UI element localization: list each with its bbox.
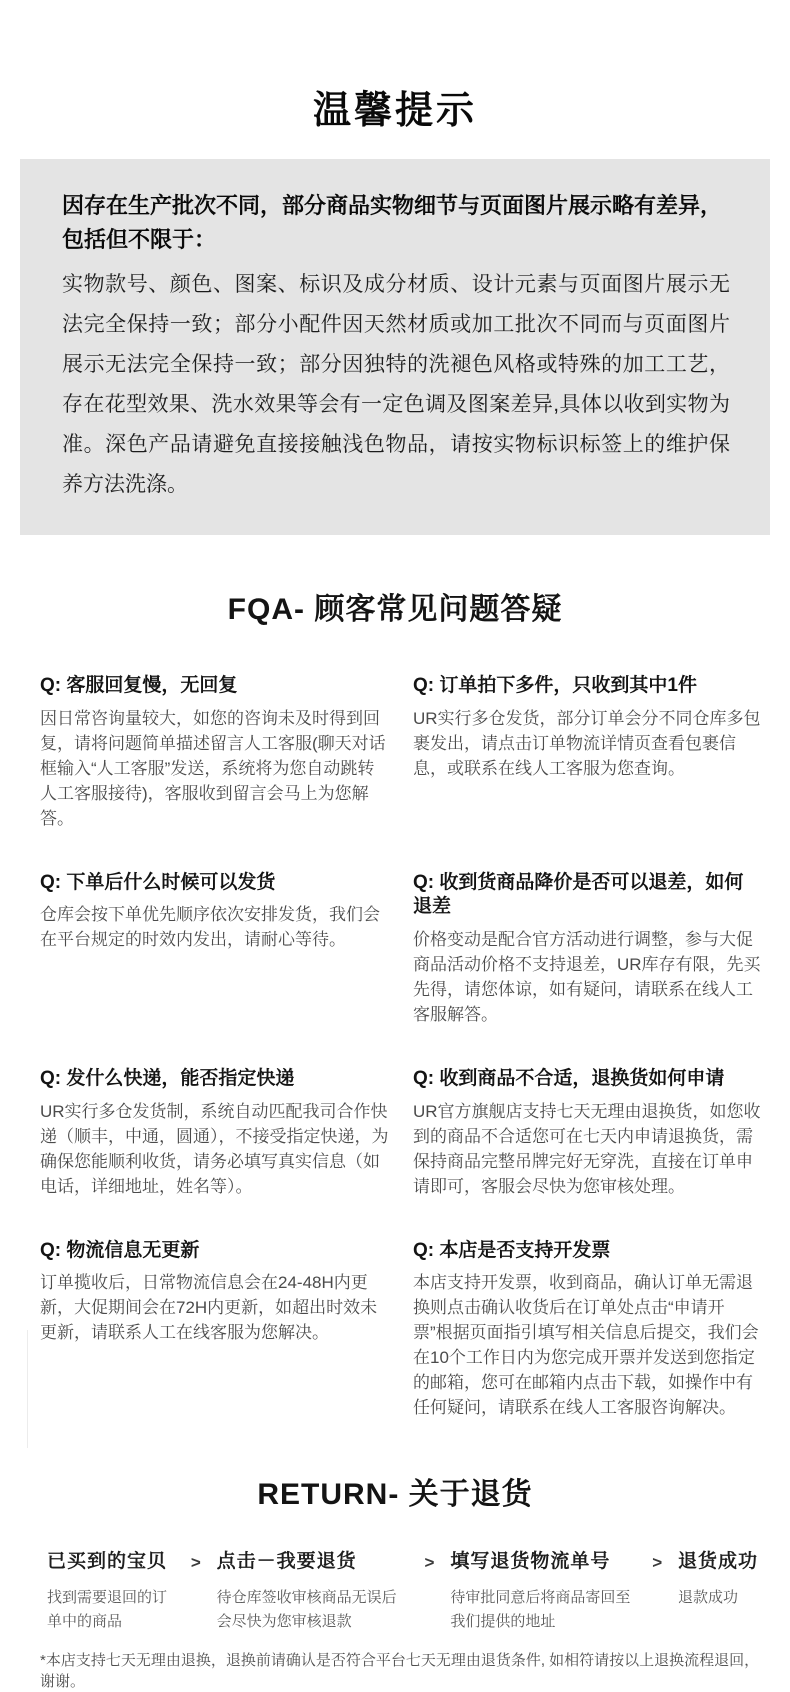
- return-step: [47, 1551, 175, 1634]
- left-divider-line: [27, 1330, 28, 1448]
- faq-answer: 因日常咨询量较大，如您的咨询未及时得到回复，请将问题简单描述留言人工客服(聊天对话框输入“人工客服”发送，系统将为您自动跳转人工客服接待)，客服收到留言会马上为您解答。: [40, 708, 386, 828]
- faq-item: [413, 1239, 762, 1421]
- return-step-desc: 找到需要退回的订单中的商品: [47, 1589, 168, 1631]
- return-step-desc: 待审批同意后将商品寄回至我们提供的地址: [450, 1589, 631, 1631]
- return-footnote: *本店支持七天无理由退换，退换前请确认是否符合平台七天无理由退货条件, 如相符请按以上退换流程退回，谢谢。: [40, 1652, 760, 1691]
- return-step-title: 填写退货物流单号: [450, 1551, 611, 1573]
- faq-question: Q: 本店是否支持开发票: [413, 1239, 611, 1261]
- faq-answer: UR官方旗舰店支持七天无理由退换货，如您收到的商品不合适您可在七天内申请退换货，需保持商品完整吊牌完好无穿洗，直接在订单申请即可，客服会尽快为您审核处理。: [413, 1101, 761, 1196]
- faq-item: [413, 871, 762, 1027]
- faq-answer: 价格变动是配合官方活动进行调整，参与大促商品活动价格不支持退差，UR库存有限，先买先得，请您体谅，如有疑问，请联系在线人工客服解答。: [413, 929, 761, 1024]
- faq-answer: UR实行多仓发货，部分订单会分不同仓库多包裹发出，请点击订单物流详情页查看包裹信息，或联系在线人工客服为您查询。: [413, 708, 761, 778]
- faq-item: [40, 1239, 389, 1421]
- faq-item: [413, 674, 762, 831]
- faq-item: [40, 871, 389, 1027]
- faq-question: Q: 下单后什么时候可以发货: [40, 871, 276, 893]
- notice-headline: 因存在生产批次不同，部分商品实物细节与页面图片展示略有差异，包括但不限于：: [62, 192, 723, 252]
- faq-question: Q: 收到商品不合适，退换货如何申请: [413, 1067, 725, 1089]
- faq-question: Q: 收到货商品降价是否可以退差，如何退差: [413, 871, 744, 918]
- return-step: [678, 1551, 760, 1610]
- return-step-desc: 退款成功: [678, 1589, 739, 1607]
- faq-item: [40, 674, 389, 831]
- notice-body: 实物款号、颜色、图案、标识及成分材质、设计元素与页面图片展示无法完全保持一致；部分小配件因天然材质或加工批次不同而与页面图片展示无法完全保持一致；部分因独特的洗褪色风格或特殊的加工工艺，存在花型效果、洗水效果等会有一定色调及图案差异,具体以收到实物为准。深色产品请避免直接接触浅色物品，请按实物标识标签上的维护保养方法洗涤。: [62, 272, 730, 496]
- faq-question: Q: 客服回复慢，无回复: [40, 674, 238, 696]
- return-step-desc: 待仓库签收审核商品无误后会尽快为您审核退款: [216, 1589, 397, 1631]
- faq-answer: UR实行多仓发货制，系统自动匹配我司合作快递（顺丰，中通，圆通），不接受指定快递，为确保您能顺利收货，请务必填写真实信息（如电话，详细地址，姓名等）。: [40, 1101, 389, 1196]
- return-section-title: RETURN- 关于退货: [257, 1478, 533, 1512]
- return-step-title: 点击－我要退货: [216, 1551, 357, 1573]
- faq-item: [40, 1067, 389, 1199]
- chevron-right-separator: >: [190, 1553, 201, 1573]
- page-title: 温馨提示: [312, 90, 477, 133]
- return-step: [450, 1551, 636, 1634]
- faq-section-title: FQA- 顾客常见问题答疑: [227, 592, 563, 626]
- chevron-right-separator: >: [652, 1553, 663, 1573]
- faq-question: Q: 物流信息无更新: [40, 1239, 200, 1261]
- notice-box: [20, 159, 770, 535]
- return-steps: [47, 1551, 760, 1634]
- return-step-title: 退货成功: [678, 1551, 759, 1573]
- faq-grid: [40, 674, 762, 1420]
- chevron-right-separator: >: [424, 1553, 435, 1573]
- faq-answer: 本店支持开发票，收到商品，确认订单无需退换则点击确认收货后在订单处点击“申请开票”根据页面指引填写相关信息后提交，我们会在10个工作日内为您完成开票并发送到您指定的邮箱，您可在邮箱内点击下载，如操作中有任何疑问，请联系在线人工客服咨询解决。: [413, 1273, 759, 1418]
- faq-answer: 仓库会按下单优先顺序依次安排发货，我们会在平台规定的时效内发出，请耐心等待。: [40, 905, 380, 950]
- faq-question: Q: 发什么快递，能否指定快递: [40, 1067, 295, 1089]
- faq-answer: 订单揽收后，日常物流信息会在24-48H内更新，大促期间会在72H内更新，如超出时效未更新，请联系人工在线客服为您解决。: [40, 1273, 378, 1343]
- return-step: [217, 1551, 409, 1634]
- return-step-title: 已买到的宝贝: [47, 1551, 168, 1573]
- faq-item: [413, 1067, 762, 1199]
- faq-question: Q: 订单拍下多件，只收到其中1件: [413, 674, 697, 696]
